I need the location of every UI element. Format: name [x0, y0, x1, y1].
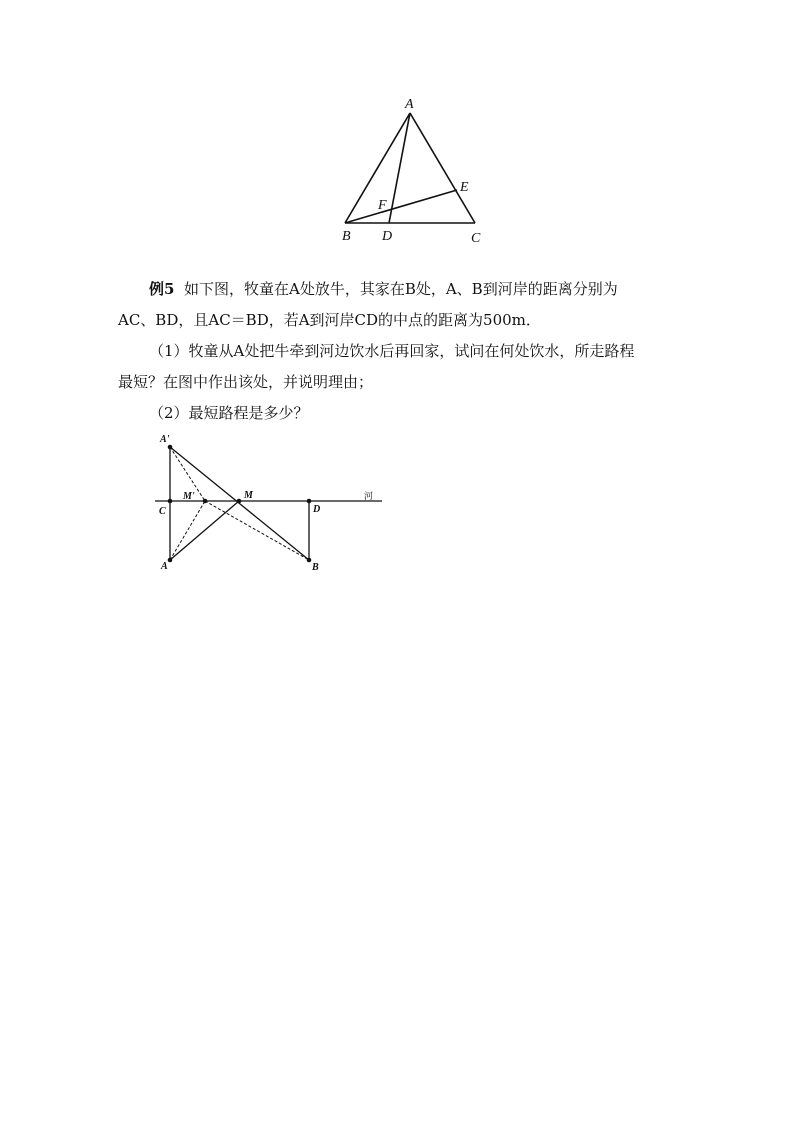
dash-a-m-prime [170, 501, 205, 560]
example-line-1: 如下图，牧童在A处放牛，其家在B处，A、B到河岸的距离分别为 [183, 280, 618, 298]
example-tag: 例5 [149, 280, 175, 298]
point-m-prime [203, 499, 208, 504]
river-figure [150, 428, 390, 578]
label-f: F [378, 198, 387, 213]
label-a-prime: A' [160, 434, 170, 445]
label-river: 河 [364, 491, 374, 501]
label-d: D [382, 229, 393, 244]
label-a: A [161, 561, 168, 572]
segment-a-prime-b [170, 447, 309, 560]
label-a: A [405, 97, 414, 112]
label-b: B [312, 562, 319, 573]
question-1-line-2: 最短？在图中作出该处，并说明理由； [118, 373, 374, 391]
label-b: B [342, 229, 351, 244]
label-m: M [244, 490, 253, 501]
point-d [307, 499, 312, 504]
segment-ac [410, 113, 475, 223]
triangle-figure [330, 90, 500, 250]
point-b [307, 558, 312, 563]
label-m-prime: M' [183, 491, 195, 502]
question-1-line-1: （1）牧童从A处把牛牵到河边饮水后再回家，试问在何处饮水，所走路程 [149, 342, 635, 360]
point-m [237, 499, 242, 504]
dash-m-prime-b [205, 501, 309, 560]
example-line-2: AC、BD，且AC＝BD，若A到河岸CD的中点的距离为500m． [118, 311, 541, 329]
point-c [168, 499, 173, 504]
label-c: C [471, 231, 481, 246]
example-paragraph [118, 274, 678, 429]
label-c: C [159, 506, 166, 517]
point-a [168, 558, 173, 563]
question-2: （2）最短路程是多少？ [149, 404, 309, 422]
point-a-prime [168, 445, 173, 450]
label-d: D [313, 504, 321, 515]
label-e: E [460, 180, 469, 195]
segment-am [170, 501, 239, 560]
